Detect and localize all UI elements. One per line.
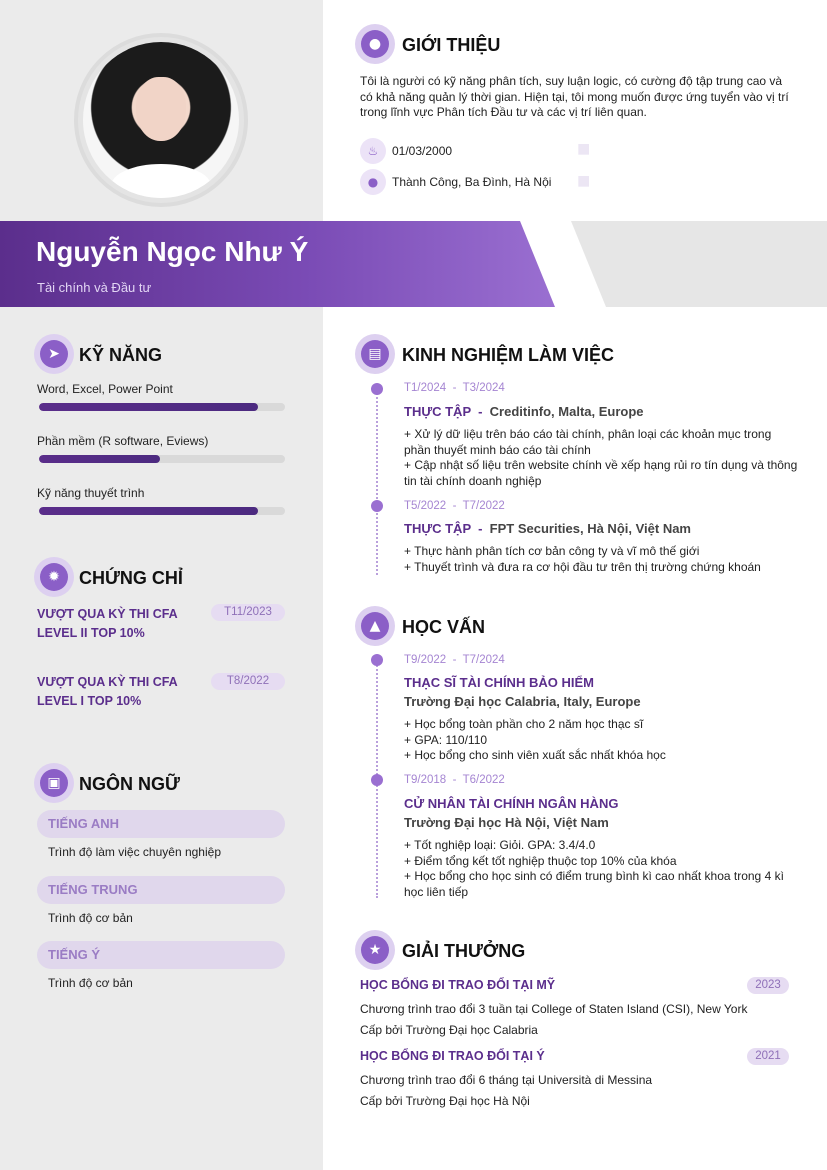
award-name: HỌC BỔNG ĐI TRAO ĐỔI TẠI Ý	[360, 1049, 545, 1063]
experience-timeline	[376, 390, 378, 575]
experience-role: THỰC TẬP - FPT Securities, Hà Nội, Việt Nam	[404, 521, 691, 536]
language-name: TIẾNG Ý	[37, 941, 285, 969]
about-text: Tôi là người có kỹ năng phân tích, suy luận logic, có cường độ tập trung cao và có khả năng quản lý thời gian. Hiện tại, tôi mong muốn được ứng tuyển vào vị trí trong lĩnh vực Phân tích Đầu tư và các vị trí liên quan.	[360, 74, 789, 119]
award-issuer: Cấp bởi Trường Đại học Calabria	[360, 1023, 538, 1037]
experience-bullets: + Xử lý dữ liệu trên báo cáo tài chính, phân loại các khoản mục trong phần thuyết minh báo cáo tài chính + Cập nhật số liệu trên website chính về xếp hạng rủi ro tín dụng và thông tin tài chính doanh nghiệp	[404, 427, 798, 488]
skill-bar	[39, 403, 285, 411]
education-bullets: + Học bổng toàn phần cho 2 năm học thạc sĩ + GPA: 110/110 + Học bổng cho sinh viên xuất sắc nhất khóa học	[404, 717, 666, 762]
location-pin-icon: ●	[360, 169, 386, 195]
address: Thành Công, Ba Đình, Hà Nội	[392, 175, 552, 189]
experience-dates: T1/2024 - T3/2024	[404, 382, 505, 394]
education-bullets: + Tốt nghiệp loại: Giỏi. GPA: 3.4/4.0 + Điểm tổng kết tốt nghiệp thuộc top 10% của khóa + Học bổng cho học sinh có điểm trung bình kì cao nhất khoa trong 4 kì học liên tiếp	[404, 838, 784, 899]
decorative-shape	[571, 221, 827, 307]
education-dates: T9/2018 - T6/2022	[404, 774, 505, 786]
user-icon: ●	[355, 24, 395, 64]
skill-label: Phần mềm (R software, Eviews)	[37, 434, 209, 448]
award-description: Chương trình trao đổi 6 tháng tại Università di Messina	[360, 1073, 653, 1087]
certificate-date: T8/2022	[211, 673, 285, 690]
skill-label: Kỹ năng thuyết trình	[37, 486, 145, 500]
certificate-name: VƯỢT QUA KỲ THI CFA LEVEL II TOP 10%	[37, 607, 178, 640]
education-school: Trường Đại học Hà Nội, Việt Nam	[404, 815, 609, 830]
trophy-icon: ★	[355, 930, 395, 970]
translate-icon: ▣	[34, 763, 74, 803]
graduation-cap-icon: ▲	[355, 606, 395, 646]
skill-bar	[39, 507, 285, 515]
timeline-dot	[371, 654, 383, 666]
education-degree: CỬ NHÂN TÀI CHÍNH NGÂN HÀNG	[404, 796, 619, 811]
profile-job-title: Tài chính và Đầu tư	[37, 280, 152, 295]
profile-photo	[83, 42, 239, 198]
skill-label: Word, Excel, Power Point	[37, 382, 173, 396]
certificate-name: VƯỢT QUA KỲ THI CFA LEVEL I TOP 10%	[37, 675, 178, 708]
certificate-date: T11/2023	[211, 604, 285, 621]
education-degree: THẠC SĨ TÀI CHÍNH BẢO HIỂM	[404, 675, 594, 690]
education-title: HỌC VẤN	[402, 617, 486, 637]
awards-title: GIẢI THƯỞNG	[402, 941, 526, 961]
language-level: Trình độ làm việc chuyên nghiệp	[48, 845, 221, 859]
language-level: Trình độ cơ bản	[48, 976, 133, 990]
education-school: Trường Đại học Calabria, Italy, Europe	[404, 694, 641, 709]
profile-name: Nguyễn Ngọc Như Ý	[36, 236, 309, 267]
timeline-dot	[371, 383, 383, 395]
award-issuer: Cấp bởi Trường Đại học Hà Nội	[360, 1094, 530, 1108]
languages-title: NGÔN NGỮ	[79, 774, 180, 794]
award-year: 2023	[747, 977, 789, 994]
certificates-title: CHỨNG CHỈ	[79, 568, 183, 588]
badge-icon: ✹	[34, 557, 74, 597]
briefcase-icon: ▤	[355, 334, 395, 374]
rocket-icon: ➤	[34, 334, 74, 374]
experience-title: KINH NGHIỆM LÀM VIỆC	[402, 345, 615, 365]
language-name: TIẾNG ANH	[37, 810, 285, 838]
language-name: TIẾNG TRUNG	[37, 876, 285, 904]
award-description: Chương trình trao đổi 3 tuần tại College of Staten Island (CSI), New York	[360, 1002, 748, 1016]
timeline-dot	[371, 500, 383, 512]
cake-icon: ♨	[360, 138, 386, 164]
about-title: GIỚI THIỆU	[402, 35, 501, 55]
experience-dates: T5/2022 - T7/2022	[404, 500, 505, 512]
award-name: HỌC BỔNG ĐI TRAO ĐỔI TẠI MỸ	[360, 978, 556, 992]
award-year: 2021	[747, 1048, 789, 1065]
language-level: Trình độ cơ bản	[48, 911, 133, 925]
decorative-mark: ■	[577, 136, 591, 161]
skill-bar	[39, 455, 285, 463]
timeline-dot	[371, 774, 383, 786]
skills-title: KỸ NĂNG	[79, 345, 163, 365]
education-dates: T9/2022 - T7/2024	[404, 654, 505, 666]
experience-bullets: + Thực hành phân tích cơ bản công ty và vĩ mô thế giới + Thuyết trình và đưa ra cơ hội đầu tư trên thị trường chứng khoán	[404, 544, 761, 574]
birthday: 01/03/2000	[392, 144, 453, 158]
decorative-mark: ■	[577, 168, 591, 193]
profile-photo-frame	[74, 33, 248, 207]
experience-role: THỰC TẬP - Creditinfo, Malta, Europe	[404, 404, 644, 419]
